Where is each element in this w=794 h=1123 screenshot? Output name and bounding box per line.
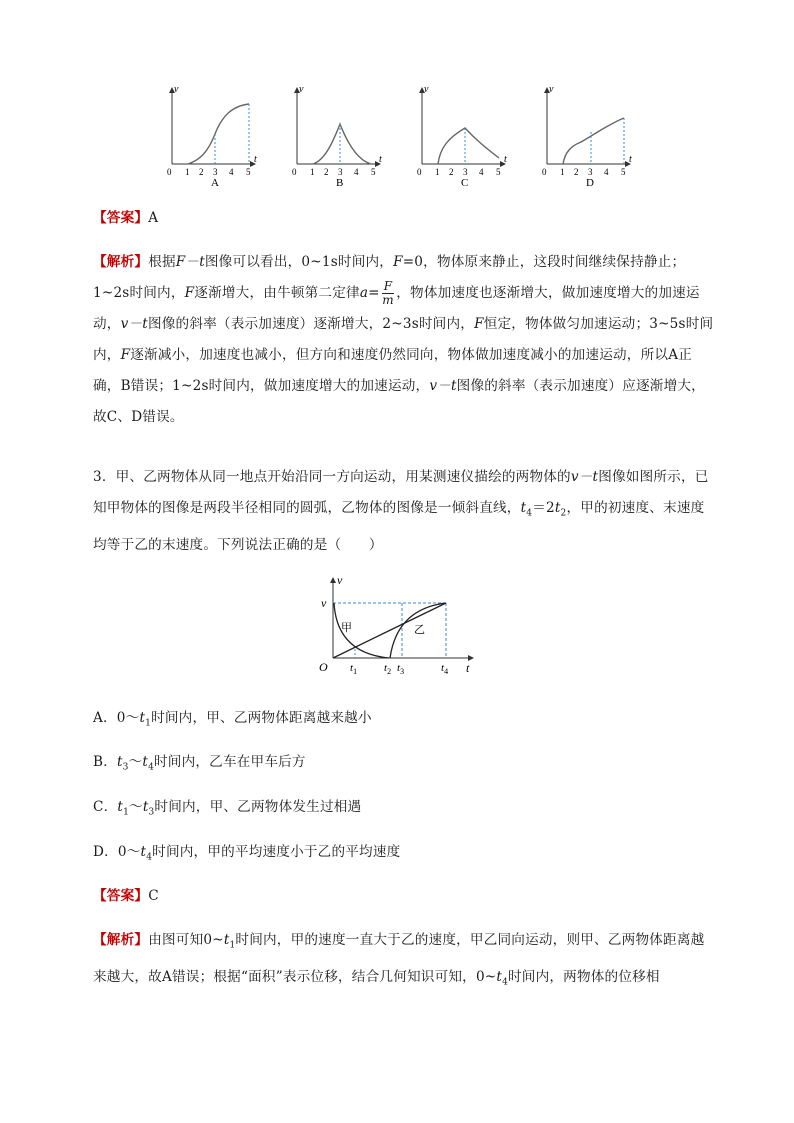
svg-text:v: v [337,573,343,587]
panel-label-b: B [336,177,344,189]
svg-text:2: 2 [324,167,329,177]
svg-text:0: 0 [167,167,172,177]
svg-text:3: 3 [338,167,343,177]
panel-label-d: D [586,177,594,189]
svg-text:t: t [466,661,470,675]
label-yi: 乙 [414,624,425,636]
panel-c [417,84,507,189]
svg-text:1: 1 [435,167,440,177]
panel-d [542,84,632,189]
svg-text:1: 1 [185,167,190,177]
svg-text:2: 2 [449,167,454,177]
svg-text:O: O [319,660,328,674]
svg-text:3: 3 [588,167,593,177]
svg-text:t4: $t_4$ [441,662,449,676]
analysis-tag: 【解析】 [93,254,149,270]
svg-text:t: t [629,154,632,165]
svg-text:5: 5 [496,167,501,177]
svg-text:1: 1 [560,167,565,177]
svg-text:5: 5 [246,167,251,177]
label-jia: 甲 [341,622,352,634]
analysis-2: 【解析】由图可知$0\sim t_1$时间内，甲的速度一直大于乙的速度，甲乙同向运动，则甲、乙两物体距离越来越大，故A错误；根据“面积”表示位移，结合几何知识可知，$0\sim t_4$时间内，两物体的位移相 [93,932,705,988]
svg-text:v: v [549,84,554,95]
svg-text:v: v [321,596,327,610]
svg-text:2: 2 [199,167,204,177]
curve-a [188,104,249,164]
svg-text:4: 4 [604,167,609,177]
svg-text:t1: $t_1$ [350,662,358,676]
option-a: A．$0\sim t_1$时间内，甲、乙两物体距离越来越小 [93,710,372,729]
figure-top-vt-options [160,82,640,192]
figure-q3-vt [313,573,483,683]
svg-text:t2: $t_2$ [384,662,392,676]
answer-2: 【答案】C [93,888,159,904]
curve-c [438,128,499,164]
curve-d [563,118,624,164]
svg-text:1: 1 [310,167,315,177]
svg-text:3: 3 [213,167,218,177]
curve-b [313,124,371,164]
svg-text:v: v [299,84,304,95]
svg-text:v: v [424,84,429,95]
svg-text:4: 4 [354,167,359,177]
svg-text:t3: $t_3$ [397,662,405,676]
axis-t: t [254,154,257,165]
svg-text:0: 0 [417,167,422,177]
svg-text:5: 5 [371,167,376,177]
answer-1 [93,203,715,234]
svg-text:5: 5 [621,167,626,177]
svg-text:4: 4 [479,167,484,177]
panel-b [292,84,382,189]
svg-text:0: 0 [542,167,547,177]
option-b: B．$t_3\sim t_4$时间内，乙车在甲车后方 [93,754,306,773]
analysis-1: 【解析】根据F－t图像可以看出，0~1s时间内，F=0，物体原来静止，这段时间继续保持静止；1~2s时间内，F逐渐增大，由牛顿第二定律a= $\frac{F}{m}$ ，物体加速度也逐渐增大，做加速度增大的加速运动，v－t图像的斜率（表示加速度）逐渐增大，2~3s时间内，F恒定，物体做匀加速运动；3~5s时间内，F逐渐减小，加速度也减小，但方向和速度仍然同向，物体做加速度减小的加速运动，所以A正确，B错误；1~2s时间内，做加速度增大的加速运动，v－t图像的斜率（表示加速度）应逐渐增大，故C、D错误。 [93,254,714,425]
svg-text:t: t [379,154,382,165]
axis-v: v [174,84,179,95]
panel-label-a: A [211,177,219,189]
svg-text:2: 2 [574,167,579,177]
formula-lhs: a [359,285,369,301]
svg-text:4: 4 [229,167,234,177]
svg-text:0: 0 [292,167,297,177]
formula-fraction: $\frac{F}{m}$ [382,279,394,307]
svg-text:3: 3 [463,167,468,177]
answer-tag: 【答案】 [93,210,149,226]
question-3: 3．甲、乙两物体从同一地点开始沿同一方向运动，用某测速仪描绘的两物体的v－t图像如图所示，已知甲物体的图像是两段半径相同的圆弧，乙物体的图像是一倾斜直线，$t_4=2t_2$，甲的初速度、末速度均等于乙的末速度。下列说法正确的是（ ） [93,469,709,553]
option-d: D．$0\sim t_4$时间内，甲的平均速度小于乙的平均速度 [93,844,401,863]
svg-text:t: t [504,154,507,165]
answer-value: A [148,210,159,226]
panel-a [167,84,257,189]
panel-label-c: C [461,177,469,189]
option-c: C．$t_1\sim t_3$时间内，甲、乙两物体发生过相遇 [93,799,362,818]
